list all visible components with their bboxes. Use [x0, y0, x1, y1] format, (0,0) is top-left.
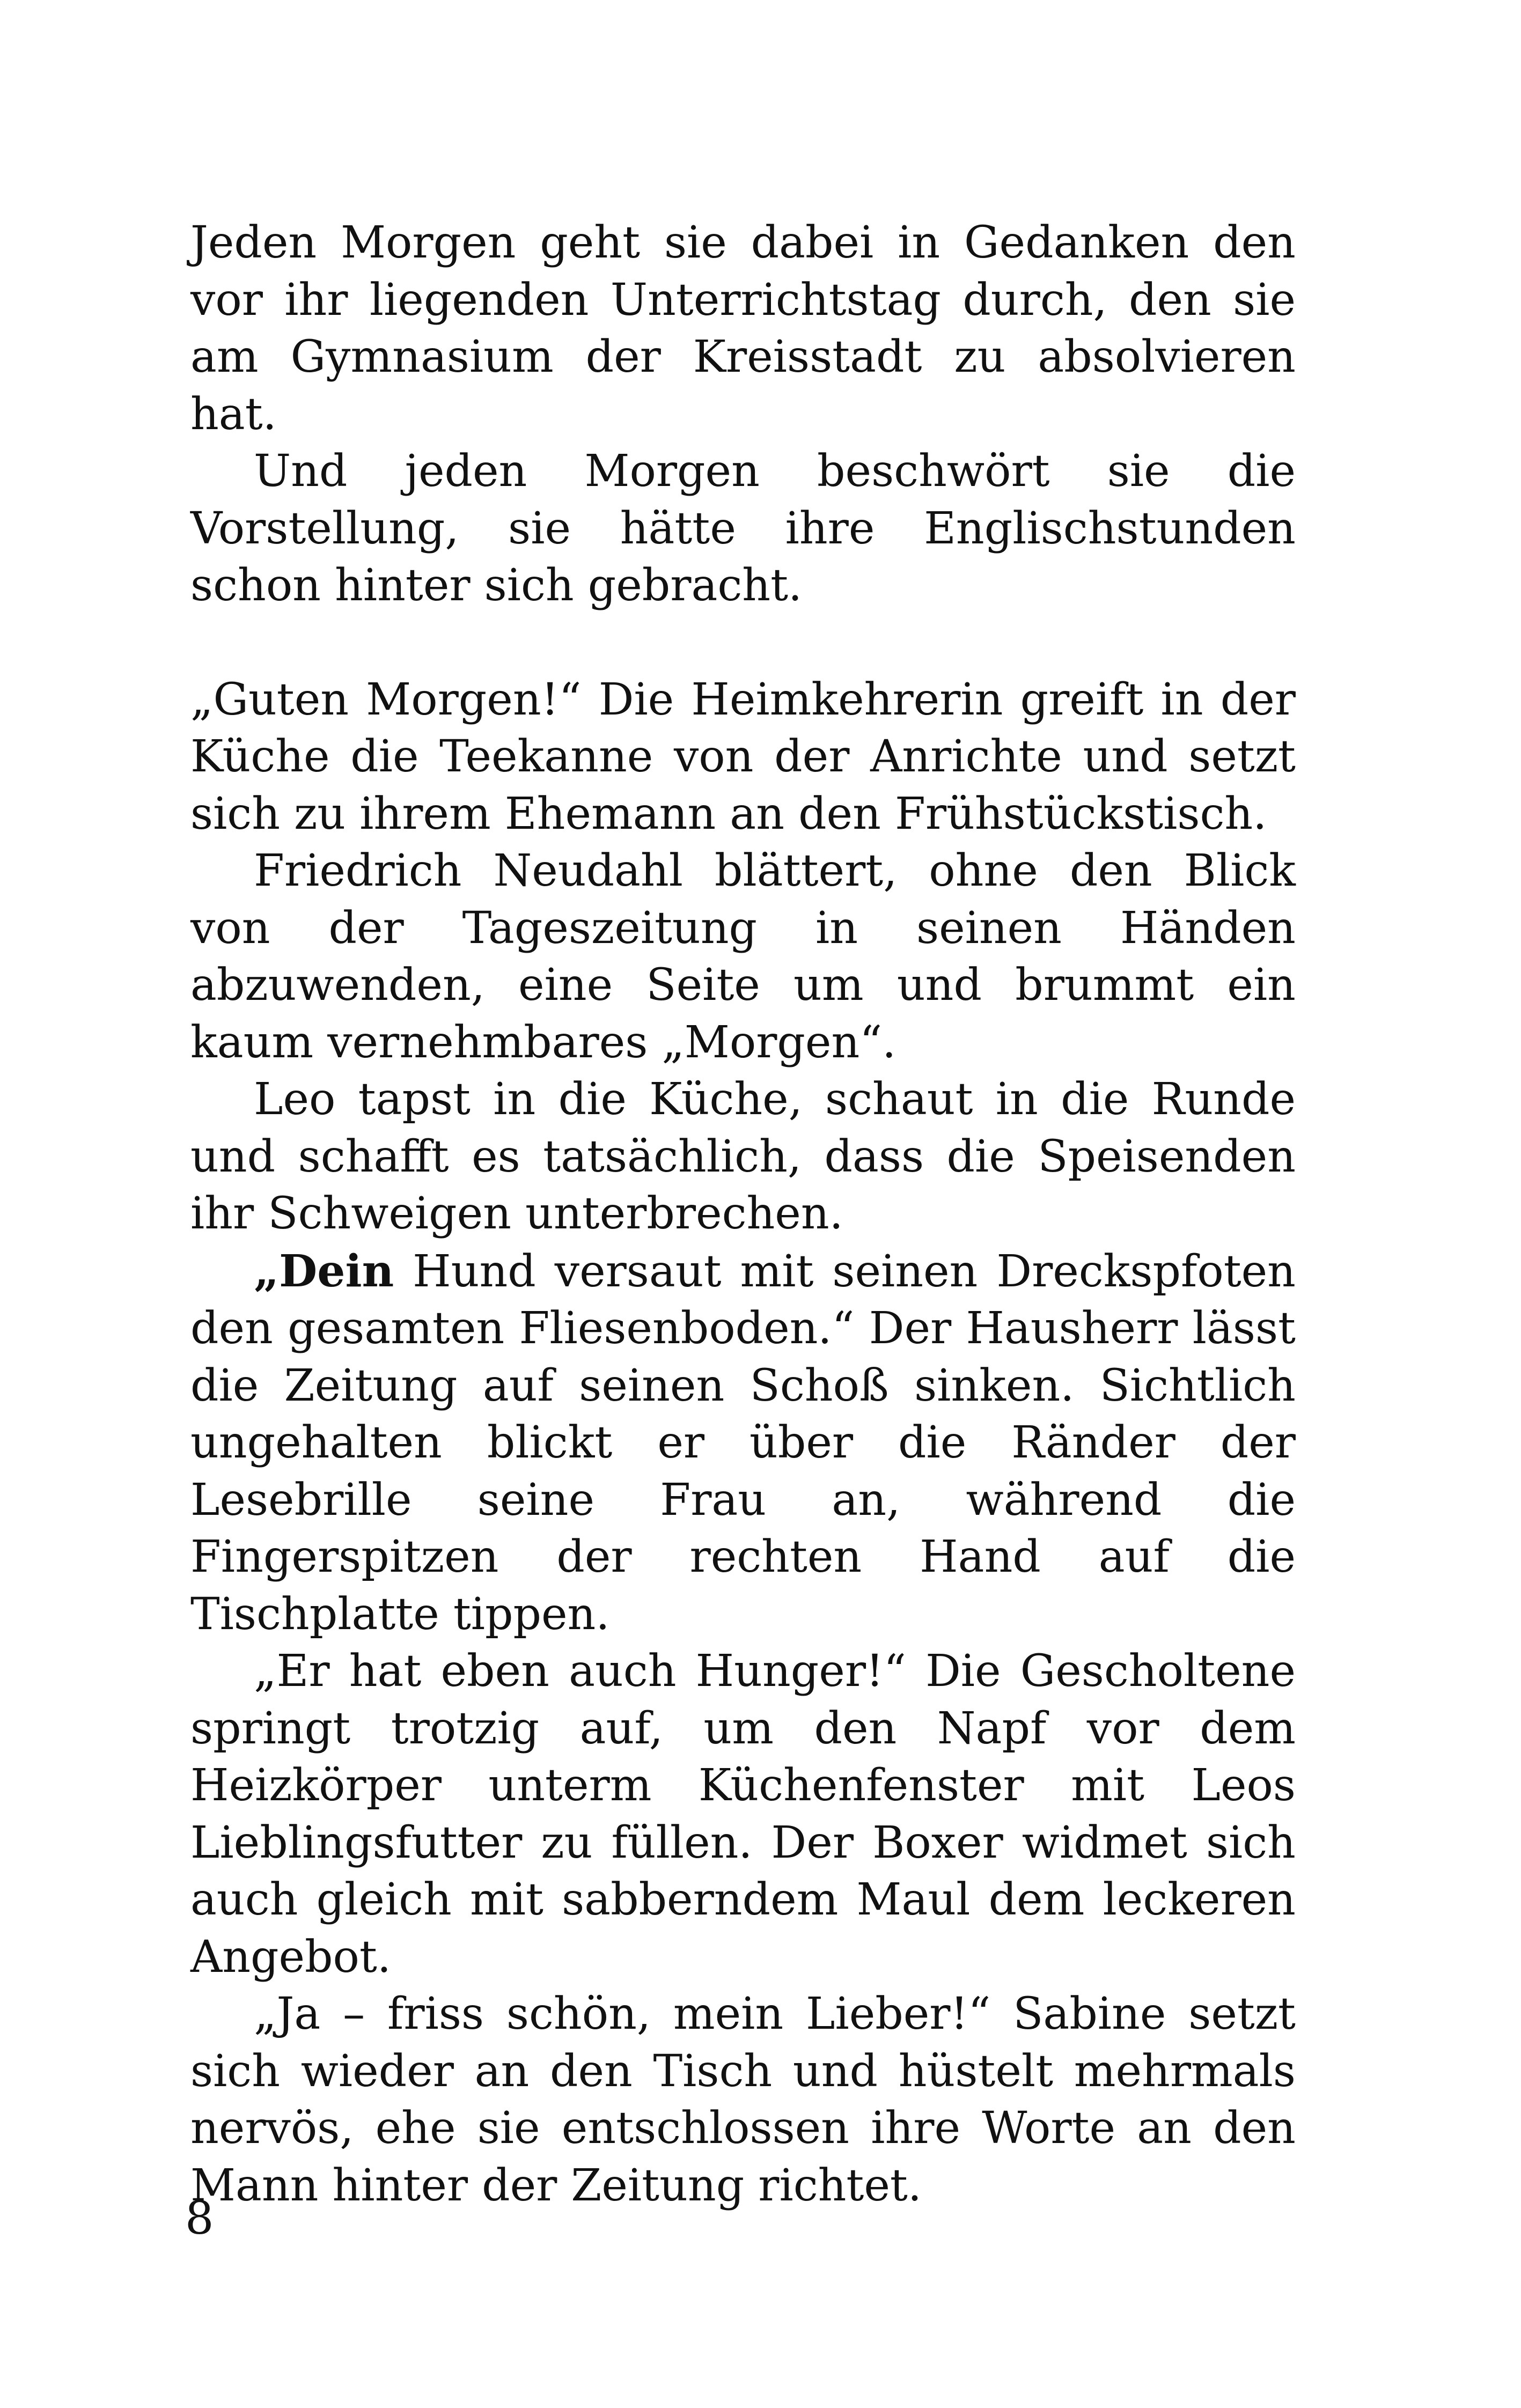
paragraph-6: [190, 1243, 1296, 1644]
page-number: 8: [185, 2192, 214, 2244]
body-text: [190, 215, 1296, 2214]
bold-word-dein: „Dein: [254, 1245, 394, 1297]
paragraph-1: Jeden Morgen geht sie dabei in Gedanken den vor ihr liegenden Unterrichtstag durch, den sie am Gymnasium der Kreisstadt zu absolvieren hat.: [190, 217, 1296, 440]
paragraph-6-rest: Hund versaut mit seinen Dreckspfoten den gesamten Fliesenboden.“ Der Hausherr lässt die Zeitung auf seinen Schoß sinken. Sichtlich ungehalten blickt er über die Ränder der Lesebrille seine Frau an, während die Fingerspitzen der rechten Hand auf die Tischplatte tippen.: [190, 1246, 1296, 1640]
paragraph-2: Und jeden Morgen beschwört sie die Vorstellung, sie hätte ihre Englischstunden schon hinter sich gebracht.: [190, 446, 1296, 611]
paragraph-5: Leo tapst in die Küche, schaut in die Runde und schafft es tatsächlich, dass die Speisenden ihr Schweigen unterbrechen.: [190, 1074, 1296, 1239]
paragraph-4: Friedrich Neudahl blättert, ohne den Blick von der Tageszeitung in seinen Händen abzuwenden, eine Seite um und brummt ein kaum vernehmbares „Morgen“.: [190, 845, 1296, 1068]
paragraph-3: „Guten Morgen!“ Die Heimkehrerin greift in der Küche die Teekanne von der Anrichte und setzt sich zu ihrem Ehemann an den Frühstückstisch.: [190, 674, 1296, 840]
paragraph-8: „Ja – friss schön, mein Lieber!“ Sabine setzt sich wieder an den Tisch und hüstelt mehrmals nervös, ehe sie entschlossen ihre Worte an den Mann hinter der Zeitung richtet.: [190, 1989, 1296, 2211]
paragraph-7: „Er hat eben auch Hunger!“ Die Gescholtene springt trotzig auf, um den Napf vor dem Heizkörper unterm Küchenfenster mit Leos Lieblingsfutter zu füllen. Der Boxer widmet sich auch gleich mit sabberndem Maul dem leckeren Angebot.: [190, 1646, 1296, 1983]
